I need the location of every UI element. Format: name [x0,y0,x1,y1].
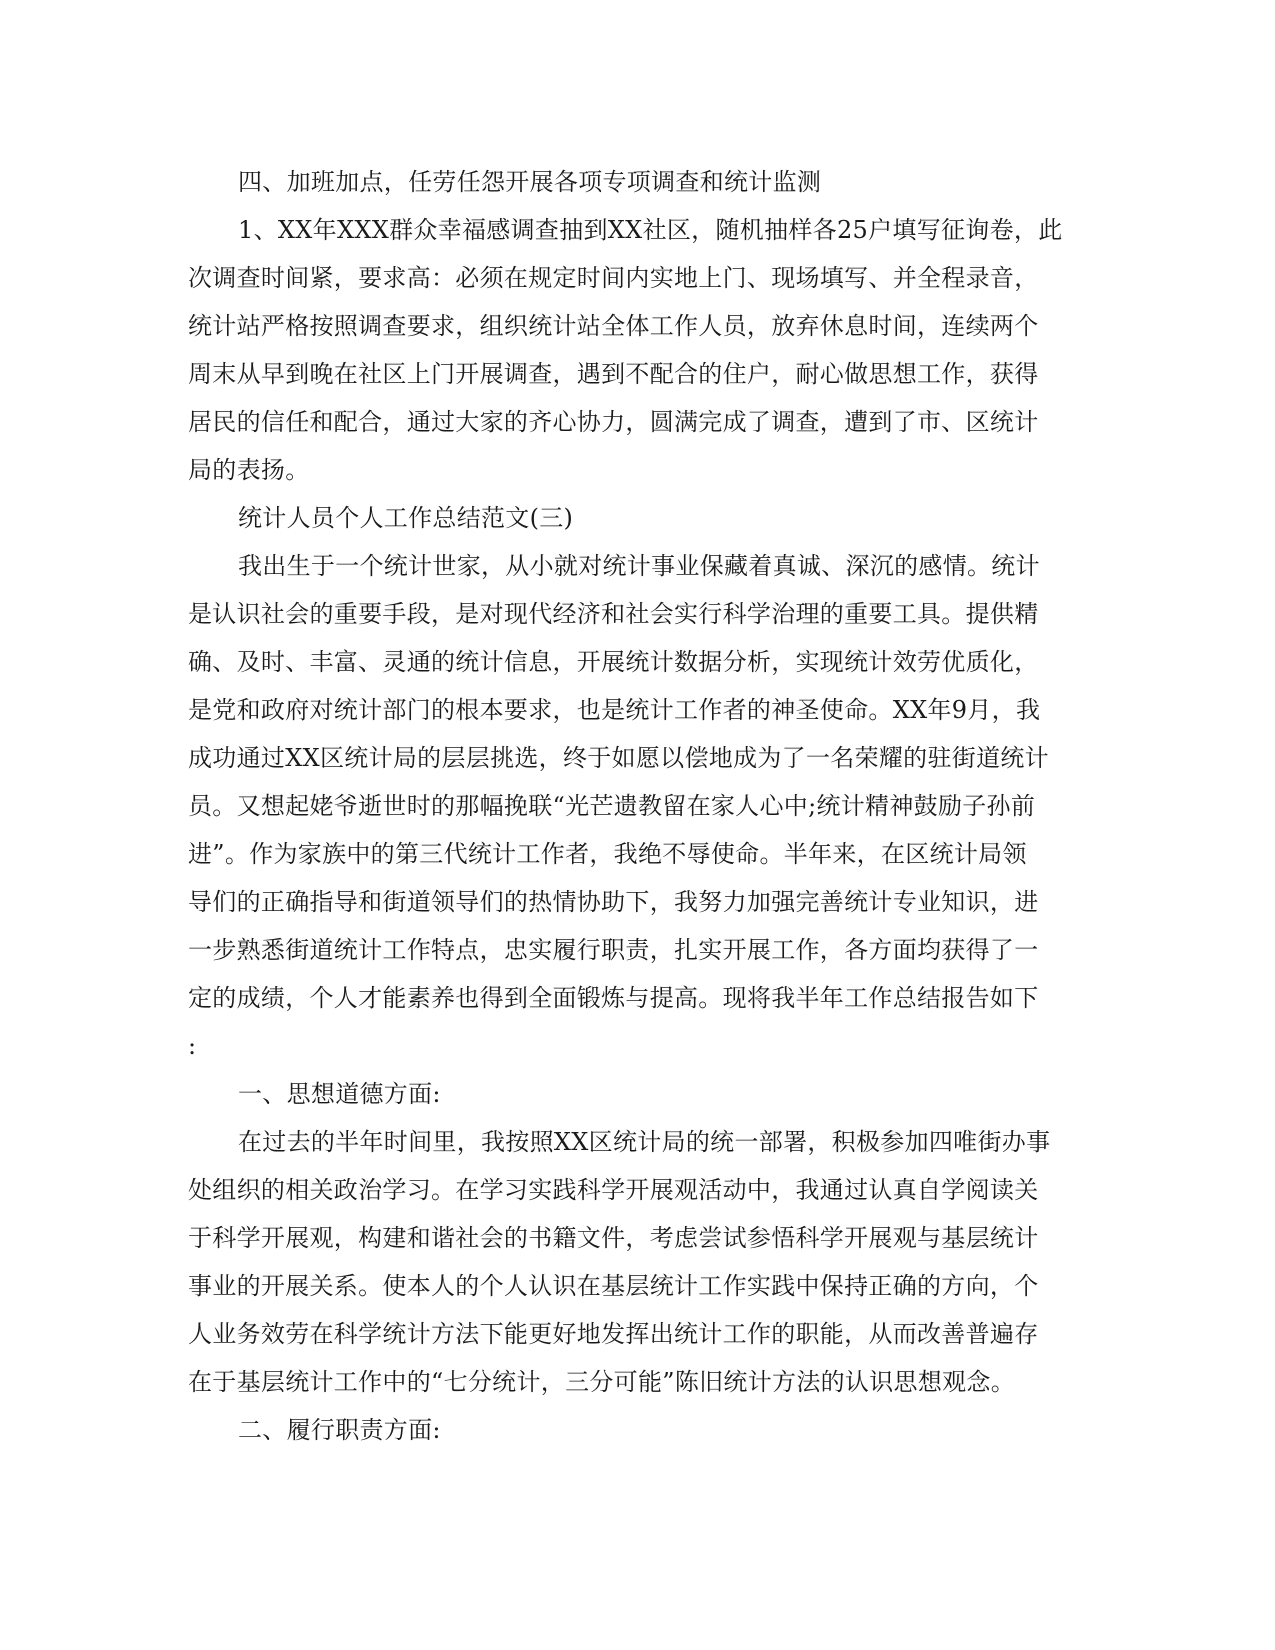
section-heading-2: 二、履行职责方面: [238,1416,441,1444]
paragraph-line: 于科学开展观，构建和谐社会的书籍文件，考虑尝试参悟科学开展观与基层统计 [188,1224,1039,1252]
paragraph-line: 是认识社会的重要手段，是对现代经济和社会实行科学治理的重要工具。提供精 [188,600,1039,628]
document-page [188,158,1088,1454]
paragraph-line: 统计站严格按照调查要求，组织统计站全体工作人员，放弃休息时间，连续两个 [188,312,1039,340]
paragraph-line: 员。又想起姥爷逝世时的那幅挽联“光芒遗教留在家人心中;统计精神鼓励子孙前 [188,792,1036,820]
paragraph-line: 次调查时间紧，要求高：必须在规定时间内实地上门、现场填写、并全程录音， [188,264,1039,292]
paragraph-line: 事业的开展关系。使本人的个人认识在基层统计工作实践中保持正确的方向，个 [188,1272,1039,1300]
paragraph-line: 确、及时、丰富、灵通的统计信息，开展统计数据分析，实现统计效劳优质化， [188,648,1039,676]
document-subtitle: 统计人员个人工作总结范文(三) [238,504,574,532]
paragraph-line: 1、XX年XXX群众幸福感调查抽到XX社区，随机抽样各25户填写征询卷，此 [238,216,1063,244]
paragraph-line: 我出生于一个统计世家，从小就对统计事业保藏着真诚、深沉的感情。统计 [238,552,1040,580]
paragraph-line: 处组织的相关政治学习。在学习实践科学开展观活动中，我通过认真自学阅读关 [188,1176,1039,1204]
paragraph-line: 导们的正确指导和街道领导们的热情协助下，我努力加强完善统计专业知识，进 [188,888,1039,916]
paragraph-line: 进”。作为家族中的第三代统计工作者，我绝不辱使命。半年来，在区统计局领 [188,840,1027,868]
paragraph-line: 成功通过XX区统计局的层层挑选，终于如愿以偿地成为了一名荣耀的驻街道统计 [188,744,1049,772]
paragraph-line: : [188,1032,197,1060]
section-heading-1: 一、思想道德方面: [238,1080,441,1108]
paragraph-line: 人业务效劳在科学统计方法下能更好地发挥出统计工作的职能，从而改善普遍存 [188,1320,1039,1348]
paragraph-line: 定的成绩，个人才能素养也得到全面锻炼与提高。现将我半年工作总结报告如下 [188,984,1039,1012]
paragraph-line: 局的表扬。 [188,456,310,484]
paragraph-line: 在过去的半年时间里，我按照XX区统计局的统一部署，积极参加四唯街办事 [238,1128,1051,1156]
paragraph-line: 居民的信任和配合，通过大家的齐心协力，圆满完成了调查，遭到了市、区统计 [188,408,1039,436]
section-heading-4: 四、加班加点，任劳任怨开展各项专项调查和统计监测 [238,168,822,196]
paragraph-line: 是党和政府对统计部门的根本要求，也是统计工作者的神圣使命。XX年9月，我 [188,696,1041,724]
paragraph-line: 周末从早到晚在社区上门开展调查，遇到不配合的住户，耐心做思想工作，获得 [188,360,1039,388]
paragraph-line: 一步熟悉街道统计工作特点，忠实履行职责，扎实开展工作，各方面均获得了一 [188,936,1039,964]
paragraph-line: 在于基层统计工作中的“七分统计，三分可能”陈旧统计方法的认识思想观念。 [188,1368,1016,1396]
